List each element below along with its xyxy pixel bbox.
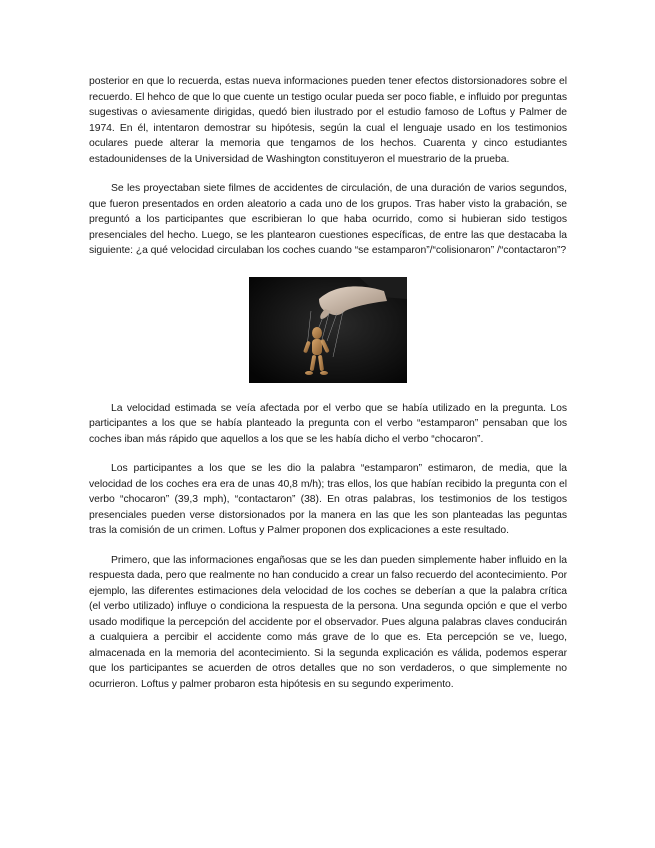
paragraph-5: Primero, que las informaciones engañosas que se les dan pueden simplemente haber influido en la respuesta dada, pero que realmente no han conducido a crear un falso recuerdo del acontecimiento. Por ejemplo, las diferentes estimaciones dela velocidad de los coches se deberían a que la palabra crítica (el verbo utilizado) influye o condiciona la respuesta de la persona. Una segunda opción e que el verbo usado modifique la percepción del accidente por el observador. Pues alguna palabras claves conducirán a cualquiera a percibir el accidente como más grave de lo que es. Eta percepción se ve, luego, almacenada en la memoria del acontecimiento. Si la segunda explicación es válida, podemos esperar que los participantes se acuerden de otros detalles que no son verdaderos, o que simplemente no ocurrieron. Loftus y palmer probaron esta hipótesis en su segundo experimento. (89, 554, 567, 690)
paragraph-4: Los participantes a los que se les dio la palabra “estamparon” estimaron, de media, que la velocidad de los coches era era de unas 40,8 m/h); tras ellos, los que habían recibido la pregunta con el verbo “chocaron” (39,3 mph), “contactaron” (38). En otras palabras, los testimonios de los testigos presenciales pueden verse distorsionados por la manera en las que les son planteadas las peguntas tras la comisión de un crimen. Loftus y Palmer proponen dos explicaciones a este resultado. (89, 463, 567, 536)
paragraph-spacer (89, 539, 567, 553)
paragraph-1: posterior en que lo recuerda, estas nueva informaciones pueden tener efectos distorsionadores sobre el recuerdo. El hehco de que lo que cuente un testigo ocular pueda ser poco fiable, e influido por preguntas sugestivas o aviesamente dirigidas, quedó bien ilustrado por el estudio famoso de Loftus y Palmer de 1974. En él, intentaron demostrar su hipótesis, según la cual el lenguaje usado en los testimonios oculares puede alterar la memoria que tengamos de los hechos. Cuarenta y cinco estudiantes estadounidenses de la Universidad de Washington constituyeron el muestrario de la prueba. (89, 76, 567, 165)
paragraph-3: La velocidad estimada se veía afectada por el verbo que se había utilizado en la pregunta. Los participantes a los que se había planteado la pregunta con el verbo “estamparon” pensaban que los coches iban más rápido que aquellos a los que se les había dicho el verbo “chocaron”. (89, 402, 567, 445)
paragraph-spacer (89, 167, 567, 181)
paragraph-spacer (89, 259, 567, 277)
paragraph-spacer (89, 447, 567, 461)
document-body (89, 74, 567, 692)
paragraph-spacer (89, 383, 567, 401)
paragraph-2: Se les proyectaban siete filmes de accidentes de circulación, de una duración de varios segundos, que fueron presentados en orden aleatorio a cada uno de los grupos. Tras haber visto la grabación, se preguntó a los participantes que escribieran lo que haba ocurrido, como si hubieran sido testigos presenciales del hecho. Luego, se les plantearon cuestiones específicas, de entre las que destacaba la siguiente: ¿a qué velocidad circulaban los coches cuando “se estamparon”/“colisionaron” /“contactaron”? (89, 183, 567, 256)
marionette-image (249, 277, 407, 383)
